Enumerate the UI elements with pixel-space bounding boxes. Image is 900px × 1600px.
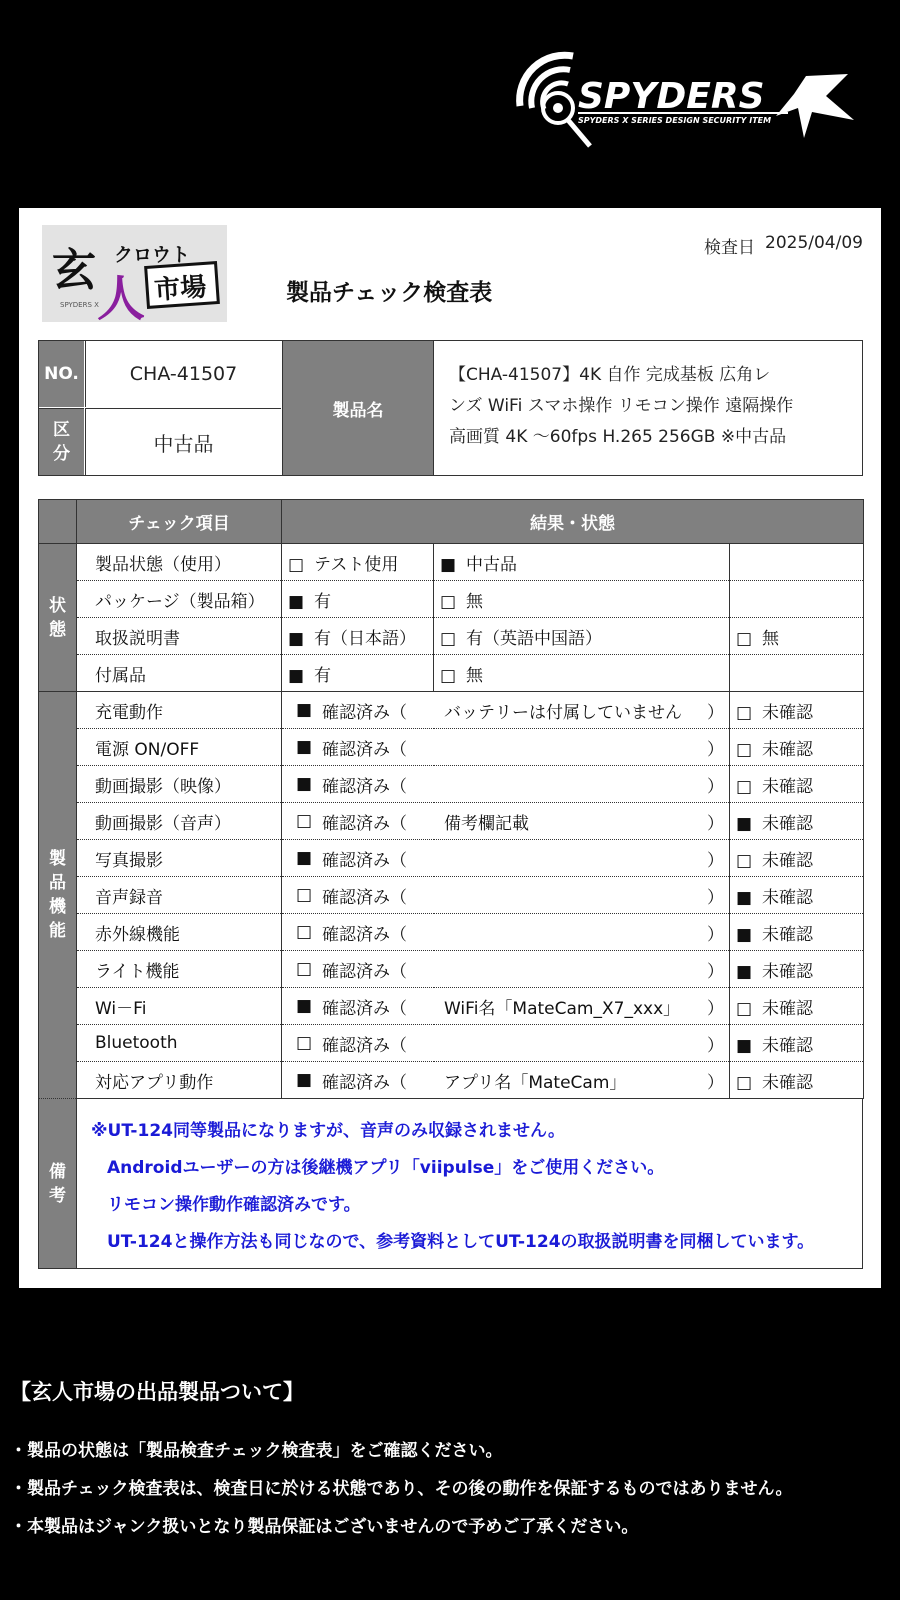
checkbox-mark: □ — [735, 1072, 753, 1093]
function-row — [39, 877, 864, 914]
unconfirmed-cell — [730, 988, 864, 1025]
header-result: 結果・状態 — [282, 500, 864, 544]
function-row — [39, 803, 864, 840]
footer-line: ・本製品はジャンク扱いとなり製品保証はございませんので予めご了承ください。 — [10, 1517, 639, 1537]
confirm-group — [282, 809, 729, 834]
unconfirmed-cell — [730, 951, 864, 988]
option-label: 無 — [762, 628, 779, 649]
confirm-group — [282, 920, 729, 945]
confirm-cell — [282, 840, 730, 877]
confirm-group — [282, 994, 729, 1019]
option-cell — [434, 655, 730, 692]
note-line: UT-124と操作方法も同じなので、参考資料としてUT-124の取扱説明書を同梱しています。 — [107, 1232, 815, 1252]
confirm-group — [282, 698, 729, 723]
confirmed-label: 確認済み（ — [322, 1035, 407, 1056]
close-paren: ） — [707, 998, 724, 1019]
confirm-group — [282, 846, 729, 871]
confirm-group — [282, 1068, 729, 1093]
checkbox-mark: ■ — [295, 774, 313, 794]
confirmed-label: 確認済み（ — [322, 776, 407, 797]
unconfirmed-cell — [730, 803, 864, 840]
checkbox-mark: □ — [735, 702, 753, 723]
confirm-cell — [282, 1025, 730, 1062]
check-item-label: 動画撮影（映像） — [77, 766, 282, 803]
checkbox-mark: ■ — [439, 554, 457, 575]
checkbox-mark: □ — [439, 665, 457, 686]
confirm-cell — [282, 877, 730, 914]
confirm-cell — [282, 766, 730, 803]
check-item-label: 取扱説明書 — [77, 618, 282, 655]
function-row — [39, 729, 864, 766]
confirm-cell — [282, 988, 730, 1025]
checkbox-mark: ■ — [295, 996, 313, 1016]
confirmed-label: 確認済み（ — [322, 887, 407, 908]
check-item-label: Bluetooth — [77, 1025, 282, 1062]
footer-line: ・製品の状態は「製品検査チェック検査表」をご確認ください。 — [10, 1441, 503, 1461]
check-item-label: 対応アプリ動作 — [77, 1062, 282, 1099]
inspection-date-label: 検査日 — [704, 238, 755, 258]
check-item-label: 電源 ON/OFF — [77, 729, 282, 766]
checkbox-mark: ■ — [295, 848, 313, 868]
checkbox-mark: ■ — [287, 591, 305, 612]
spyder-eye-icon — [508, 46, 868, 156]
check-table — [38, 499, 864, 1099]
checkbox-mark: ■ — [735, 813, 753, 834]
no-label: NO. — [39, 341, 84, 407]
confirm-group — [282, 883, 729, 908]
stamp-ruby: クロウト — [114, 244, 191, 266]
confirm-cell — [282, 692, 730, 729]
check-item-label: 音声録音 — [77, 877, 282, 914]
product-name-label: 製品名 — [282, 341, 434, 475]
confirmed-label: 確認済み（ — [322, 739, 407, 760]
unconfirmed-cell — [730, 1062, 864, 1099]
option-cell — [282, 544, 434, 581]
stamp-market: 市場 — [153, 272, 208, 306]
checkbox-mark: ■ — [735, 1035, 753, 1056]
checkbox-mark: ■ — [735, 924, 753, 945]
option-cell — [730, 655, 864, 692]
checkbox-mark: □ — [295, 959, 313, 979]
unconfirmed-label: 未確認 — [762, 924, 813, 945]
checkbox-mark: □ — [287, 554, 305, 575]
confirm-group — [282, 957, 729, 982]
unconfirmed-label: 未確認 — [762, 1035, 813, 1056]
unconfirmed-label: 未確認 — [762, 998, 813, 1019]
footer-title: 【玄人市場の出品製品ついて】 — [10, 1380, 304, 1404]
function-row — [39, 951, 864, 988]
section-function-label: 製 品 機 能 — [39, 692, 77, 1099]
unconfirmed-cell — [730, 877, 864, 914]
unconfirmed-cell — [730, 729, 864, 766]
status-row — [39, 655, 864, 692]
status-row — [39, 581, 864, 618]
option-cell — [730, 581, 864, 618]
confirm-group — [282, 772, 729, 797]
option-label: 無 — [466, 591, 483, 612]
function-row — [39, 840, 864, 877]
unconfirmed-cell — [730, 766, 864, 803]
check-item-label: パッケージ（製品箱） — [77, 581, 282, 618]
confirmed-label: 確認済み（ — [322, 924, 407, 945]
confirm-cell — [282, 914, 730, 951]
checkbox-mark: ■ — [295, 1070, 313, 1090]
check-item-label: 赤外線機能 — [77, 914, 282, 951]
footer-line: ・製品チェック検査表は、検査日に於ける状態であり、その後の動作を保証するものではありません。 — [10, 1479, 793, 1499]
status-row — [39, 544, 864, 581]
notes-label: 備 考 — [39, 1099, 77, 1268]
confirm-note: 備考欄記載 — [444, 813, 529, 834]
confirm-cell — [282, 951, 730, 988]
confirm-cell — [282, 1062, 730, 1099]
option-cell — [434, 618, 730, 655]
confirm-group — [282, 735, 729, 760]
svg-text:人: 人 — [97, 271, 146, 322]
inspection-date-value: 2025/04/09 — [765, 233, 863, 253]
note-line: リモコン操作動作確認済みです。 — [107, 1195, 361, 1215]
checkbox-mark: ■ — [295, 700, 313, 720]
confirm-note: WiFi名「MateCam_X7_xxx」 — [444, 998, 681, 1019]
confirm-note: アプリ名「MateCam」 — [444, 1072, 627, 1093]
header-corner — [39, 500, 77, 544]
option-cell — [730, 618, 864, 655]
option-label: 有（日本語） — [314, 628, 416, 649]
header-check-item: チェック項目 — [77, 500, 282, 544]
option-label: 有 — [314, 591, 331, 612]
spyders-logo — [508, 46, 868, 156]
check-item-label: 付属品 — [77, 655, 282, 692]
unconfirmed-label: 未確認 — [762, 850, 813, 871]
unconfirmed-label: 未確認 — [762, 702, 813, 723]
close-paren: ） — [707, 850, 724, 871]
option-label: 無 — [466, 665, 483, 686]
product-name-line: ンズ WiFi スマホ操作 リモコン操作 遠隔操作 — [449, 396, 794, 416]
svg-text:玄: 玄 — [52, 245, 96, 296]
confirmed-label: 確認済み（ — [322, 1072, 407, 1093]
check-item-label: 動画撮影（音声） — [77, 803, 282, 840]
checkbox-mark: ■ — [295, 737, 313, 757]
category-label: 区分 — [39, 408, 84, 475]
checkbox-mark: □ — [439, 591, 457, 612]
close-paren: ） — [707, 776, 724, 797]
confirmed-label: 確認済み（ — [322, 813, 407, 834]
notes-block — [38, 1099, 863, 1269]
sheet-title: 製品チェック検査表 — [286, 280, 493, 306]
close-paren: ） — [707, 702, 724, 723]
close-paren: ） — [707, 1035, 724, 1056]
unconfirmed-cell — [730, 692, 864, 729]
note-line: ※UT-124同等製品になりますが、音声のみ収録されません。 — [91, 1121, 565, 1141]
option-cell — [282, 581, 434, 618]
unconfirmed-label: 未確認 — [762, 887, 813, 908]
close-paren: ） — [707, 961, 724, 982]
option-label: テスト使用 — [314, 554, 399, 575]
check-item-label: 写真撮影 — [77, 840, 282, 877]
category-value: 中古品 — [85, 408, 281, 475]
checkbox-mark: ■ — [735, 887, 753, 908]
product-name-value — [449, 360, 793, 453]
unconfirmed-label: 未確認 — [762, 813, 813, 834]
confirm-cell — [282, 729, 730, 766]
confirm-cell — [282, 803, 730, 840]
option-cell — [282, 618, 434, 655]
checkbox-mark: □ — [295, 811, 313, 831]
option-label — [758, 589, 762, 609]
check-item-label: ライト機能 — [77, 951, 282, 988]
note-line: Androidユーザーの方は後継機アプリ「viipulse」をご使用ください。 — [107, 1158, 665, 1178]
checkbox-mark: □ — [735, 776, 753, 797]
function-row — [39, 1062, 864, 1099]
checkbox-mark: □ — [439, 628, 457, 649]
no-value: CHA-41507 — [85, 341, 281, 407]
option-label: 中古品 — [466, 554, 517, 575]
close-paren: ） — [707, 739, 724, 760]
option-label — [758, 663, 762, 683]
check-item-label: 製品状態（使用） — [77, 544, 282, 581]
confirm-note: バッテリーは付属していません — [444, 702, 682, 723]
function-row — [39, 988, 864, 1025]
checkbox-mark: □ — [295, 1033, 313, 1053]
check-item-label: Wi－Fi — [77, 988, 282, 1025]
close-paren: ） — [707, 813, 724, 834]
checkbox-mark: □ — [735, 998, 753, 1019]
checkbox-mark: ■ — [287, 628, 305, 649]
checkbox-mark: ■ — [287, 665, 305, 686]
option-cell — [730, 544, 864, 581]
function-row — [39, 1025, 864, 1062]
option-cell — [434, 581, 730, 618]
unconfirmed-label: 未確認 — [762, 739, 813, 760]
confirm-group — [282, 1031, 729, 1056]
checkbox-mark: □ — [295, 922, 313, 942]
stamp-small: SPYDERS X — [60, 301, 99, 309]
unconfirmed-cell — [730, 914, 864, 951]
function-row — [39, 692, 864, 729]
check-item-label: 充電動作 — [77, 692, 282, 729]
option-label: 有（英語中国語） — [466, 628, 602, 649]
kurouto-ichiba-logo — [42, 225, 227, 322]
option-label: 有 — [314, 665, 331, 686]
function-row — [39, 914, 864, 951]
confirmed-label: 確認済み（ — [322, 702, 407, 723]
close-paren: ） — [707, 887, 724, 908]
confirmed-label: 確認済み（ — [322, 850, 407, 871]
unconfirmed-label: 未確認 — [762, 961, 813, 982]
confirmed-label: 確認済み（ — [322, 998, 407, 1019]
unconfirmed-label: 未確認 — [762, 776, 813, 797]
product-name-line: 【CHA-41507】4K 自作 完成基板 広角レ — [449, 365, 771, 385]
unconfirmed-cell — [730, 840, 864, 877]
checkbox-mark: □ — [295, 885, 313, 905]
unconfirmed-label: 未確認 — [762, 1072, 813, 1093]
close-paren: ） — [707, 1072, 724, 1093]
option-label — [758, 552, 762, 572]
function-row — [39, 766, 864, 803]
product-name-line: 高画質 4K ～60fps H.265 256GB ※中古品 — [449, 427, 787, 447]
checkbox-mark: ■ — [735, 961, 753, 982]
option-cell — [434, 544, 730, 581]
checkbox-mark: □ — [735, 850, 753, 871]
option-cell — [282, 655, 434, 692]
checkbox-mark: □ — [735, 628, 753, 649]
logo-subtitle: SPYDERS X SERIES DESIGN SECURITY ITEM — [578, 116, 772, 125]
checkbox-mark: □ — [735, 739, 753, 760]
unconfirmed-cell — [730, 1025, 864, 1062]
logo-text: SPYDERS — [578, 76, 765, 117]
close-paren: ） — [707, 924, 724, 945]
section-status-label: 状 態 — [39, 544, 77, 692]
confirmed-label: 確認済み（ — [322, 961, 407, 982]
status-row — [39, 618, 864, 655]
